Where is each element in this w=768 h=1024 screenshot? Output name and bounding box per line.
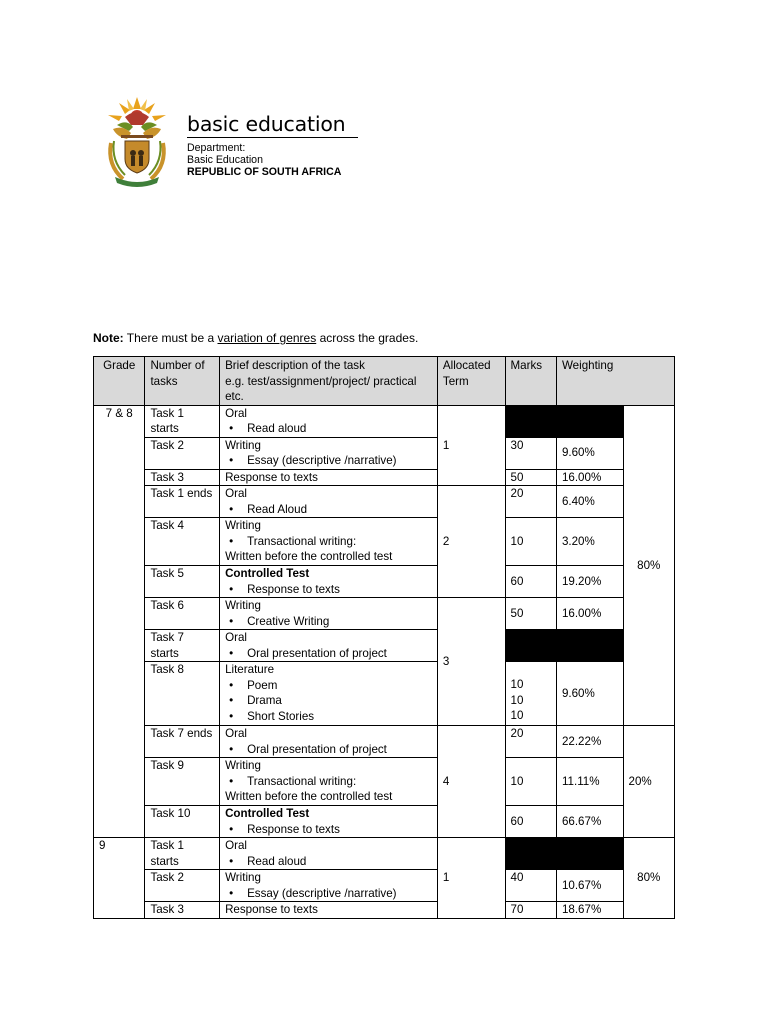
table-row [94,662,675,726]
header-desc-line2: e.g. test/assignment/project/ practical etc. [225,374,417,403]
table-row [94,870,675,902]
marks-cell: 10 [505,518,556,566]
weight-cell: 6.40% [556,486,623,518]
overall-weight-cell: 80% [623,405,675,726]
description-cell [220,870,438,902]
desc-line: Writing [225,759,261,772]
desc-bullet: • Poem [225,678,432,694]
header-number-of-tasks: Number of tasks [145,357,220,406]
note-label: Note: [93,331,124,345]
weight-cell: 3.20% [556,518,623,566]
header-grade: Grade [94,357,145,406]
table-row [94,806,675,838]
overall-weight-cell: 20% [623,726,675,838]
table-row [94,486,675,518]
weight-cell: 18.67% [556,902,623,919]
desc-line: Written before the controlled test [225,550,393,563]
desc-bullet: • Read Aloud [225,502,432,518]
desc-bullet: • Oral presentation of project [225,646,432,662]
task-cell: Task 1 starts [145,838,220,870]
marks-cell: 40 [505,870,556,902]
task-cell: Task 3 [145,469,220,486]
desc-line: Oral [225,727,247,740]
overall-weight-cell: 80% [623,838,675,919]
desc-line: Writing [225,871,261,884]
term-cell: 4 [437,726,505,838]
header-term: Allocated Term [437,357,505,406]
weight-cell: 9.60% [556,437,623,469]
task-cell: Task 6 [145,598,220,630]
note-text-before: There must be a [123,331,218,345]
desc-line: Writing [225,438,261,452]
department-name: Basic Education [187,154,263,166]
table-row [94,838,675,870]
weight-cell: 10.67% [556,870,623,902]
desc-bullet: • Essay (descriptive /narrative) [225,886,432,902]
marks-line: 10 [510,709,524,722]
table-row [94,902,675,919]
task-cell: Task 7 starts [145,630,220,662]
task-cell: Task 2 [145,870,220,902]
description-cell [220,518,438,566]
table-row [94,566,675,598]
note-underlined: variation of genres [217,331,317,345]
grade-cell: 9 [94,838,145,919]
header-weighting: Weighting [556,357,674,406]
desc-line: Written before the controlled test [225,790,393,803]
marks-cell: 30 [505,437,556,469]
marks-cell: 50 [505,598,556,630]
marks-cell: 60 [505,806,556,838]
note-line [93,331,418,345]
description-cell [220,758,438,806]
desc-line: Oral [225,487,247,500]
brand-title: basic education [187,112,346,136]
desc-bullet: • Read aloud [225,421,432,437]
marks-line: 10 [510,678,524,691]
header-description [220,357,438,406]
table-row [94,518,675,566]
weight-cell: 22.22% [556,726,623,758]
desc-bullet: • Transactional writing: [225,774,432,790]
assessment-table [93,356,675,919]
marks-cell: 20 [505,486,556,518]
weight-cell: 11.11% [556,758,623,806]
description-cell: Response to texts [220,469,438,486]
table-row [94,598,675,630]
weight-cell: 19.20% [556,566,623,598]
description-cell [220,806,438,838]
marks-cell [505,662,556,726]
marks-cell: 20 [505,726,556,758]
blacked-cell [505,630,556,662]
blacked-cell [556,630,623,662]
header-desc-line1: Brief description of the task [225,359,365,372]
marks-cell: 70 [505,902,556,919]
desc-bullet: • Essay (descriptive /narrative) [225,453,432,469]
blacked-cell [556,838,623,870]
coat-of-arms-icon [103,95,171,187]
table-header-row [94,357,675,406]
country-name: REPUBLIC OF SOUTH AFRICA [187,166,342,178]
task-cell: Task 1 ends [145,486,220,518]
brand-divider [187,137,358,138]
note-text-after: across the grades. [316,331,419,345]
table-row [94,630,675,662]
description-cell [220,566,438,598]
blacked-cell [505,838,556,870]
table-row [94,758,675,806]
marks-cell: 50 [505,469,556,486]
task-cell: Task 8 [145,662,220,726]
desc-line: Oral [225,631,247,644]
task-cell: Task 9 [145,758,220,806]
header-marks: Marks [505,357,556,406]
weight-cell: 66.67% [556,806,623,838]
table-row [94,726,675,758]
description-cell [220,662,438,726]
table-row [94,437,675,469]
table-row [94,469,675,486]
desc-bullet: • Response to texts [225,582,432,598]
description-cell [220,405,438,437]
task-cell: Task 5 [145,566,220,598]
desc-line: Writing [225,519,261,532]
weight-cell: 16.00% [556,469,623,486]
brand-block [187,113,358,178]
task-cell: Task 7 ends [145,726,220,758]
term-cell: 1 [437,838,505,919]
department-label: Department: [187,142,246,154]
desc-bullet: • Creative Writing [225,614,432,630]
task-cell: Task 4 [145,518,220,566]
desc-line: Controlled Test [225,567,310,580]
description-cell [220,486,438,518]
desc-bullet: • Short Stories [225,709,432,725]
desc-bullet: • Drama [225,693,432,709]
desc-line: Literature [225,663,275,676]
desc-bullet: • Transactional writing: [225,534,432,550]
desc-bullet: • Response to texts [225,822,432,838]
grade-cell: 7 & 8 [94,405,145,838]
task-cell: Task 10 [145,806,220,838]
desc-line: Writing [225,599,261,612]
task-cell: Task 3 [145,902,220,919]
table-row [94,405,675,437]
description-cell [220,838,438,870]
term-cell: 3 [437,598,505,726]
desc-bullet: • Oral presentation of project [225,742,432,758]
blacked-cell [556,405,623,437]
description-cell: Response to texts [220,902,438,919]
description-cell [220,437,438,469]
marks-line: 10 [510,693,524,707]
term-cell: 2 [437,486,505,598]
description-cell [220,726,438,758]
marks-cell: 60 [505,566,556,598]
weight-cell: 16.00% [556,598,623,630]
weight-cell: 9.60% [556,662,623,726]
description-cell [220,598,438,630]
task-cell: Task 1 starts [145,405,220,437]
desc-line: Controlled Test [225,807,310,820]
desc-line: Oral [225,839,247,852]
term-cell: 1 [437,405,505,486]
letterhead [103,95,403,190]
blacked-cell [505,405,556,437]
task-cell: Task 2 [145,437,220,469]
desc-line: Oral [225,406,247,420]
marks-cell: 10 [505,758,556,806]
desc-bullet: • Read aloud [225,854,432,870]
description-cell [220,630,438,662]
